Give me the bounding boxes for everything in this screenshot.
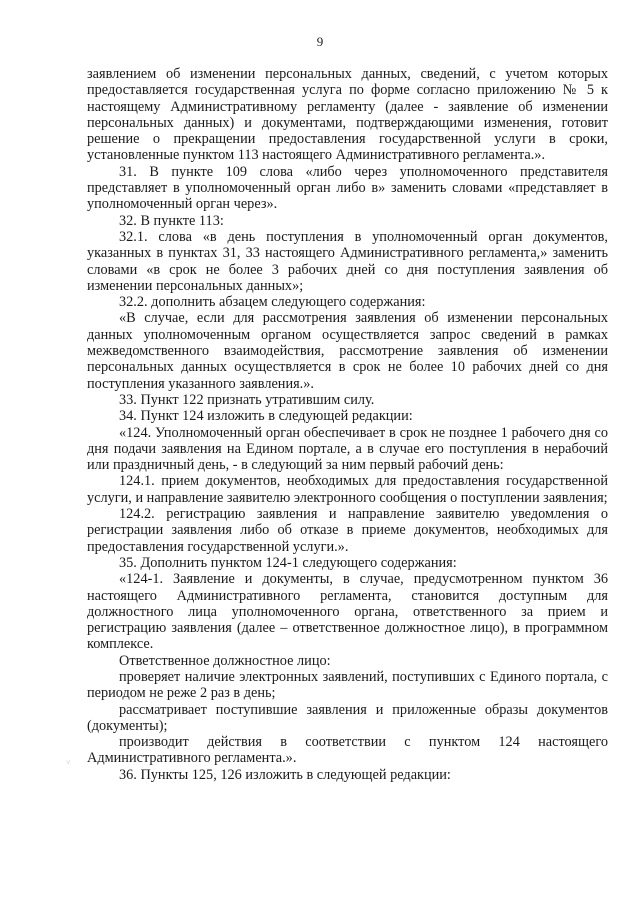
paragraph-item-32-1: 32.1. слова «в день поступления в уполномоченный орган документов, указанных в пунктах 31, 33 настоящего Административного регламента,» заменить словами «в срок не более 3 рабочих дней со дня поступления заявления об изменении персональных данных»; — [87, 228, 608, 294]
paragraph-item-124-2: 124.2. регистрацию заявления и направление заявителю уведомления о регистрации заявления либо об отказе в приеме документов, необходимых для предоставления государственной услуги.». — [87, 506, 608, 555]
margin-mark: ˅ — [66, 758, 71, 767]
paragraph-item-32: 32. В пункте 113: — [119, 212, 224, 229]
paragraph-item-124-1: 124.1. прием документов, необходимых для предоставления государственной услуги, и направление заявителю электронного сообщения о поступлении заявления; — [87, 473, 608, 506]
paragraph-checks: проверяет наличие электронных заявлений, поступивших с Единого портала, с периодом не реже 2 раз в день; — [87, 668, 608, 702]
paragraph-item-36: 36. Пункты 125, 126 изложить в следующей редакции: — [119, 766, 451, 783]
paragraph-performs: производит действия в соответствии с пунктом 124 настоящего Административного регламента.». — [87, 734, 608, 767]
document-body — [87, 66, 608, 783]
paragraph-continuation: заявлением об изменении персональных данных, сведений, с учетом которых предоставляется государственная услуга по форме согласно приложению № 5 к настоящему Административному регламенту (далее - заявление об изменении персональных данных) и документами, подтверждающими изменения, готовит решение о прекращении предоставления государственной услуги в сроки, установленные пунктом 113 настоящего Административного регламента.». — [87, 66, 608, 164]
page-number: 9 — [316, 34, 324, 49]
paragraph-quote-124-1: «124-1. Заявление и документы, в случае, предусмотренном пунктом 36 настоящего Административного регламента, становится доступным для должностного лица уполномоченного органа, ответственного за прием и регистрацию заявления (далее – ответственное должностное лицо), в программном комплексе. — [87, 571, 608, 653]
paragraph-responsible-official: Ответственное должностное лицо: — [119, 652, 331, 669]
paragraph-item-34: 34. Пункт 124 изложить в следующей редакции: — [119, 408, 413, 425]
paragraph-item-32-2: 32.2. дополнить абзацем следующего содержания: — [119, 294, 426, 311]
paragraph-quote-113: «В случае, если для рассмотрения заявления об изменении персональных данных уполномоченным органом осуществляется запрос сведений в рамках межведомственного взаимодействия, рассмотрение заявления об изменении персональных данных осуществляется в срок не более 10 рабочих дней со дня поступления указанного заявления.». — [87, 310, 608, 392]
paragraph-item-33: 33. Пункт 122 признать утратившим силу. — [119, 391, 375, 408]
paragraph-item-31: 31. В пункте 109 слова «либо через уполномоченного представителя представляет в уполномоченный орган либо в» заменить словами «представляет в уполномоченный орган через». — [87, 163, 608, 213]
paragraph-reviews: рассматривает поступившие заявления и приложенные образы документов (документы); — [87, 701, 608, 734]
paragraph-item-35: 35. Дополнить пунктом 124-1 следующего содержания: — [119, 554, 457, 571]
paragraph-quote-124: «124. Уполномоченный орган обеспечивает в срок не позднее 1 рабочего дня со дня подачи заявления на Едином портале, а в случае его поступления в нерабочий или праздничный день, - в следующий за ним первый рабочий день: — [87, 424, 608, 474]
